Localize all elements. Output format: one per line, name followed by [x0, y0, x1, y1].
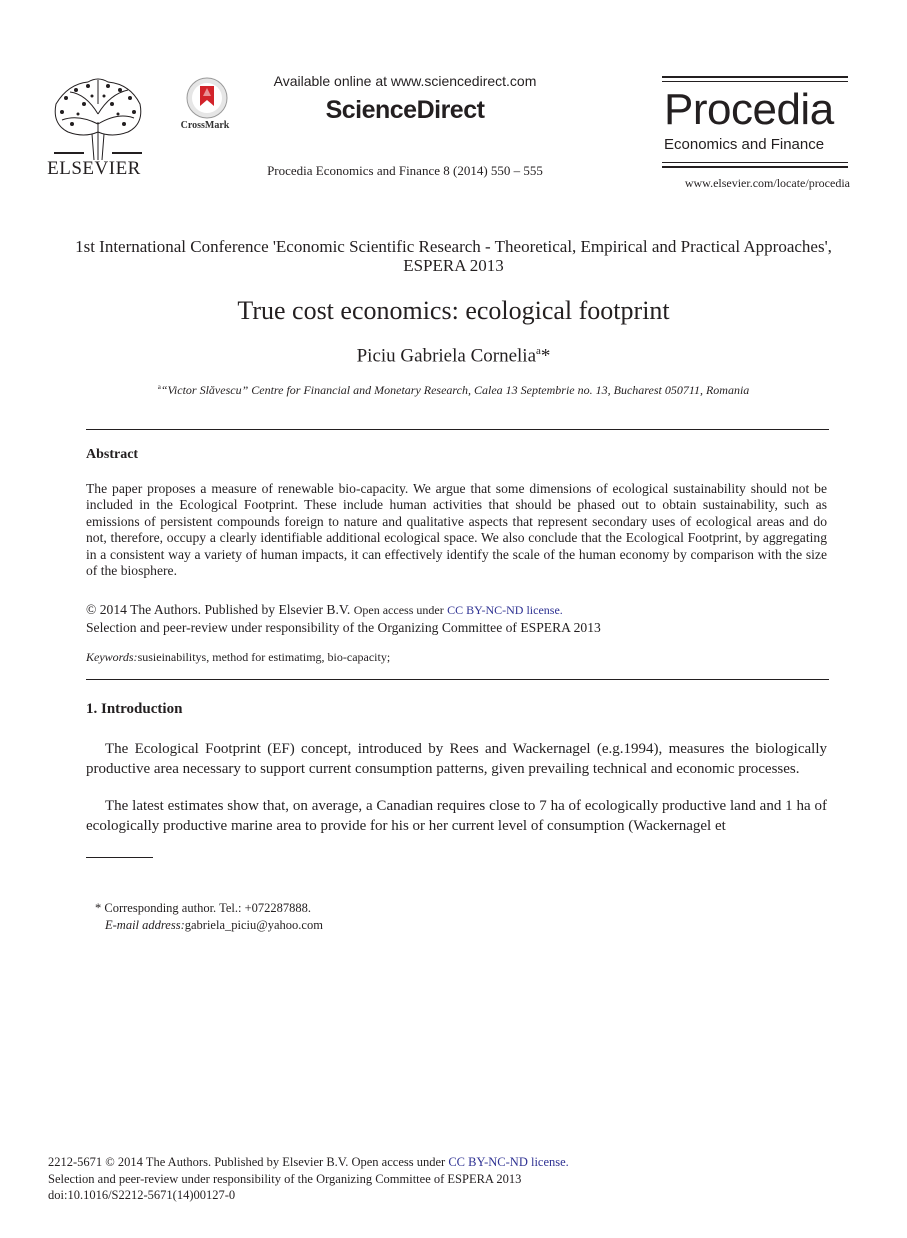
- abstract-rule-bottom: [86, 679, 829, 680]
- paper-title: True cost economics: ecological footprint: [237, 296, 670, 325]
- keywords-text: susieinabilitys, method for estimatimg, bio-capacity;: [137, 650, 391, 664]
- issn-line: 2212-5671 © 2014 The Authors. Published by Elsevier B.V.: [48, 1155, 349, 1169]
- keywords-line: [86, 650, 827, 665]
- procedia-logo: Procedia: [664, 85, 834, 134]
- doi[interactable]: doi:10.1016/S2212-5671(14)00127-0: [48, 1188, 236, 1202]
- footer-open-access: Open access under: [351, 1155, 446, 1169]
- procedia-rule-bottom: [662, 166, 848, 168]
- elsevier-wordmark: ELSEVIER: [47, 158, 141, 179]
- crossmark-label: CrossMark: [180, 120, 230, 131]
- corresponding-author: Corresponding author. Tel.: +072287888.: [104, 901, 311, 915]
- affiliation: [60, 383, 847, 398]
- intro-paragraph-1: The Ecological Footprint (EF) concept, introduced by Rees and Wackernagel (e.g.1994), measures the biologically productive area necessary to support current consumption patterns, given prevailing technical and economic processes.: [86, 741, 827, 777]
- email-label: E-mail address:: [105, 917, 185, 932]
- affiliation-text: “Victor Slăvescu” Centre for Financial and Monetary Research, Calea 13 Septembrie no. 13, Bucharest 050711, Romania: [160, 383, 750, 397]
- copyright-block: [86, 601, 827, 637]
- procedia-url[interactable]: www.elsevier.com/locate/procedia: [684, 176, 850, 190]
- procedia-rule-bottom-thin: [662, 162, 848, 163]
- sciencedirect-logo: ScienceDirect: [325, 96, 485, 124]
- open-access-text: Open access under: [353, 603, 444, 617]
- license-link[interactable]: CC BY-NC-ND license.: [447, 603, 563, 617]
- abstract-rule-top: [86, 429, 829, 430]
- abstract-text: The paper proposes a measure of renewable bio-capacity. We argue that some dimensions of ecological sustainability should not be included in the Ecological Footprint. These include human activities that should be phased out to obtain sustainability, such as emissions of persistent compounds foreign to nature and qualitative aspects that represent secondary uses of ecological areas and do not, therefore, occupy a clearly identifiable additional ecological space. We also conclude that the Ecological Footprint, by aggregating in a consistent way a variety of human impacts, it can effectively identify the scale of the human economy by comparison with the size of the biosphere.: [86, 481, 827, 579]
- journal-citation: Procedia Economics and Finance 8 (2014) 550 – 555: [267, 163, 543, 178]
- affiliation-mark: a: [157, 383, 161, 391]
- footer-license-link[interactable]: CC BY-NC-ND license.: [448, 1155, 569, 1169]
- procedia-rule-top: [662, 76, 848, 78]
- footnote: [95, 900, 323, 933]
- author-affil-mark: a: [536, 345, 541, 357]
- procedia-rule-top-thin: [662, 81, 848, 82]
- available-online[interactable]: Available online at www.sciencedirect.com: [273, 73, 537, 89]
- section-heading: 1. Introduction: [86, 701, 183, 717]
- procedia-subtitle: Economics and Finance: [664, 136, 825, 153]
- intro-paragraph-2: The latest estimates show that, on average, a Canadian requires close to 7 ha of ecologically productive land and 1 ha of ecologically productive marine area to provide for his or her current level of consumption (Wackernagel et: [86, 798, 827, 834]
- page-footer: [48, 1154, 569, 1204]
- footer-peer-review: Selection and peer-review under responsibility of the Organizing Committee of ESPERA 2013: [48, 1171, 522, 1186]
- footnote-rule: [86, 857, 153, 858]
- peer-review-text: Selection and peer-review under responsibility of the Organizing Committee of ESPERA 2013: [86, 620, 601, 635]
- copyright-text: © 2014 The Authors. Published by Elsevier B.V.: [86, 602, 351, 617]
- footnote-star: *: [95, 901, 102, 915]
- conference-name: 1st International Conference 'Economic Scientific Research - Theoretical, Empirical and Practical Approaches', ESPERA 2013: [75, 237, 832, 275]
- email-address[interactable]: gabriela_piciu@yahoo.com: [184, 917, 323, 932]
- keywords-label: Keywords:: [86, 650, 138, 664]
- author-star: *: [540, 345, 551, 367]
- abstract-heading: Abstract: [86, 447, 139, 462]
- author-line: [60, 345, 847, 367]
- author-name: Piciu Gabriela Cornelia: [356, 345, 536, 367]
